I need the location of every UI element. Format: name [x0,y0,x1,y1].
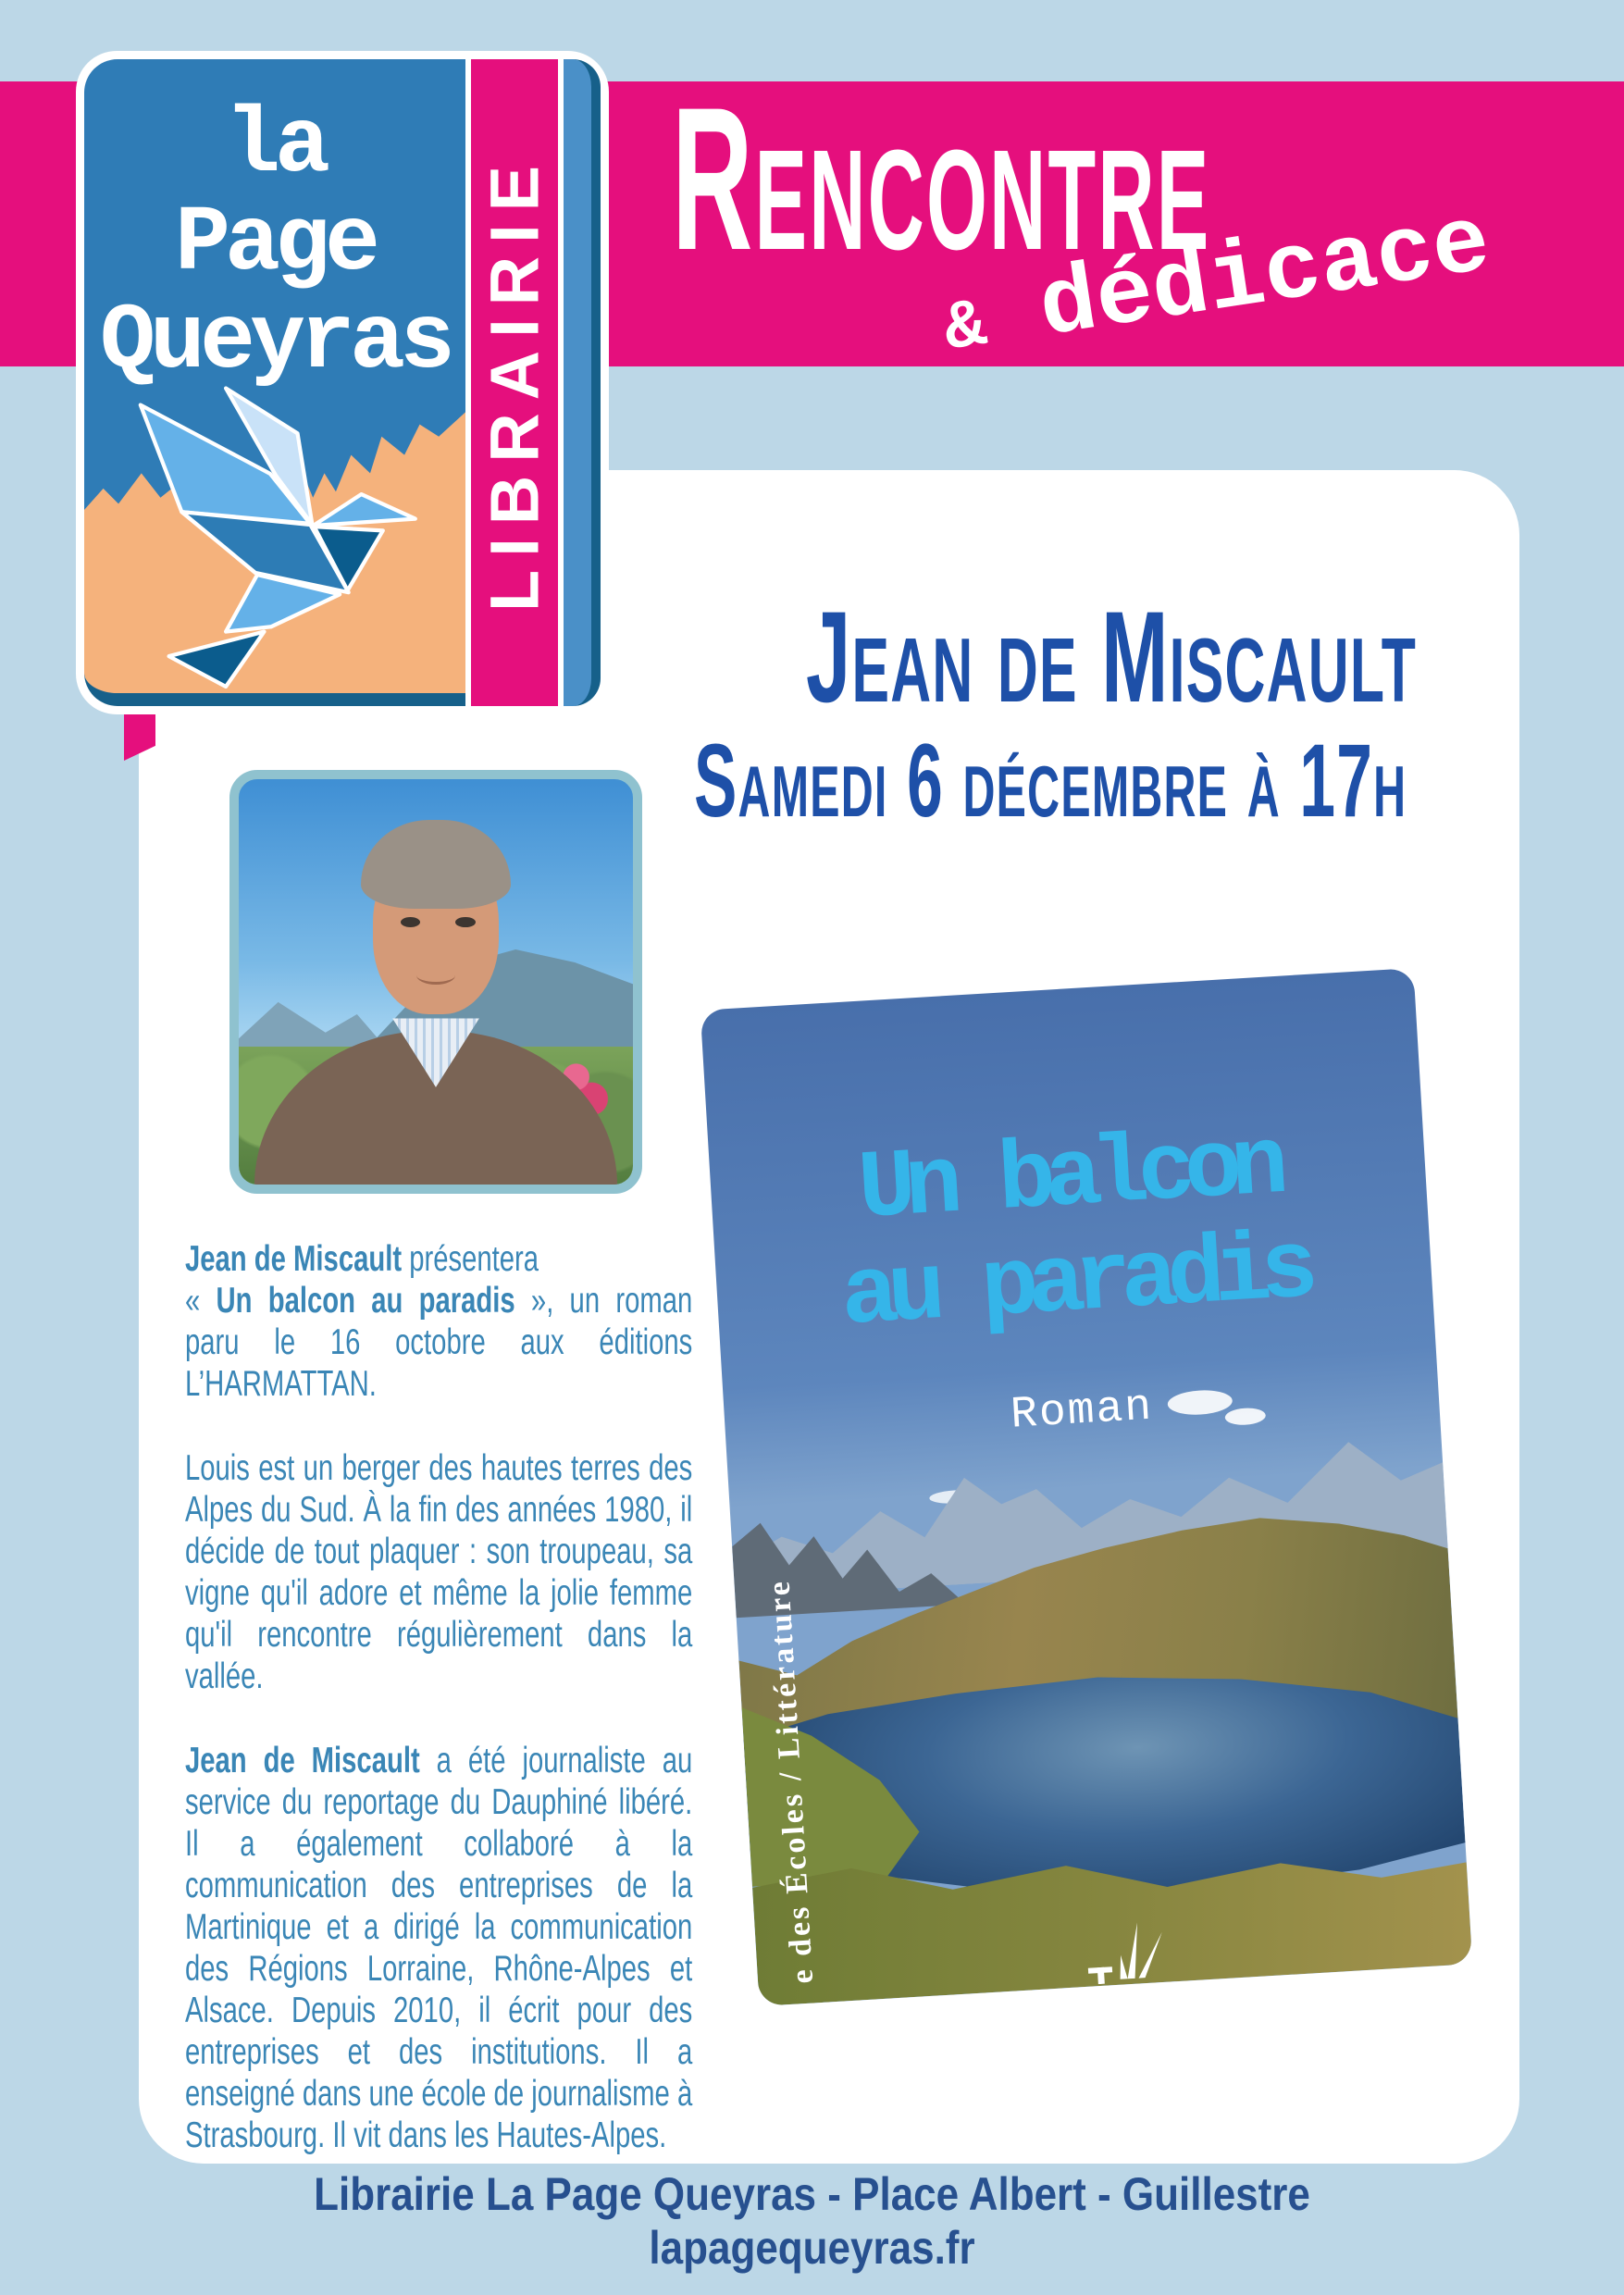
logo-line-1: la [224,94,326,199]
logo-page-edge [564,59,601,706]
paragraph-synopsis: Louis est un berger des hautes terres des Alpes du Sud. À la fin des années 1980, il décide de tout plaquer : son troupeau, sa vigne qu'il adore et même la jolie femme qu'il rencontre régulièrement dans la vallée. [185,1448,693,1696]
publisher-logo [1084,1914,1189,1984]
ampersand: & [938,286,992,370]
event-author-title: Jean de Miscault [806,584,1418,729]
book-genre: Roman [1009,1382,1155,1441]
paragraph-biography: Jean de Miscault a été journaliste au service du reportage du Dauphiné libéré. Il a également collaboré à la communication des entreprises de la Martinique et a dirigé la communication des Régions Lorraine, Rhône-Alpes et Alsace. Depuis 2010, il écrit pour des entreprises et des institutions. Il a enseigné dans une école de journalisme à Strasbourg. Il vit dans les Hautes-Alpes. [185,1741,693,2155]
paragraph-presentation: Jean de Miscault présentera « Un balcon au paradis », un roman paru le 16 octobre aux éditions L’HARMATTAN. [185,1239,693,1404]
origami-bird-icon [84,379,465,703]
book-title-line-1: Un balcon [855,1111,1282,1246]
footer-address: Librairie La Page Queyras - Place Albert - Guillestre [314,2168,1310,2220]
logo-line-2: Page [174,192,376,297]
book-collection-label: e des Écoles / Littérature [762,1578,821,1985]
footer [0,2167,1624,2275]
book-cover [700,968,1473,2006]
portrait-smile [416,965,456,985]
book-title-line-2: au paradis [837,1215,1311,1353]
banner-title: Rencontre [672,65,1211,292]
portrait-eye-right [455,917,475,927]
logo-line-3: Queyras [99,291,451,395]
footer-website: lapagequeyras.fr [649,2222,975,2274]
librairie-label: LIBRAIRIE [476,153,553,613]
logo-book-cover [84,59,465,706]
portrait-hair [361,820,511,909]
author-portrait-photo [229,770,642,1194]
portrait-eye-left [401,917,420,927]
bookstore-logo [76,51,609,714]
event-datetime: Samedi 6 décembre à 17h [694,723,1407,838]
banner-subtitle-word: dédicace [1032,189,1497,363]
about-text [185,1238,692,2199]
logo-spine [465,59,564,706]
